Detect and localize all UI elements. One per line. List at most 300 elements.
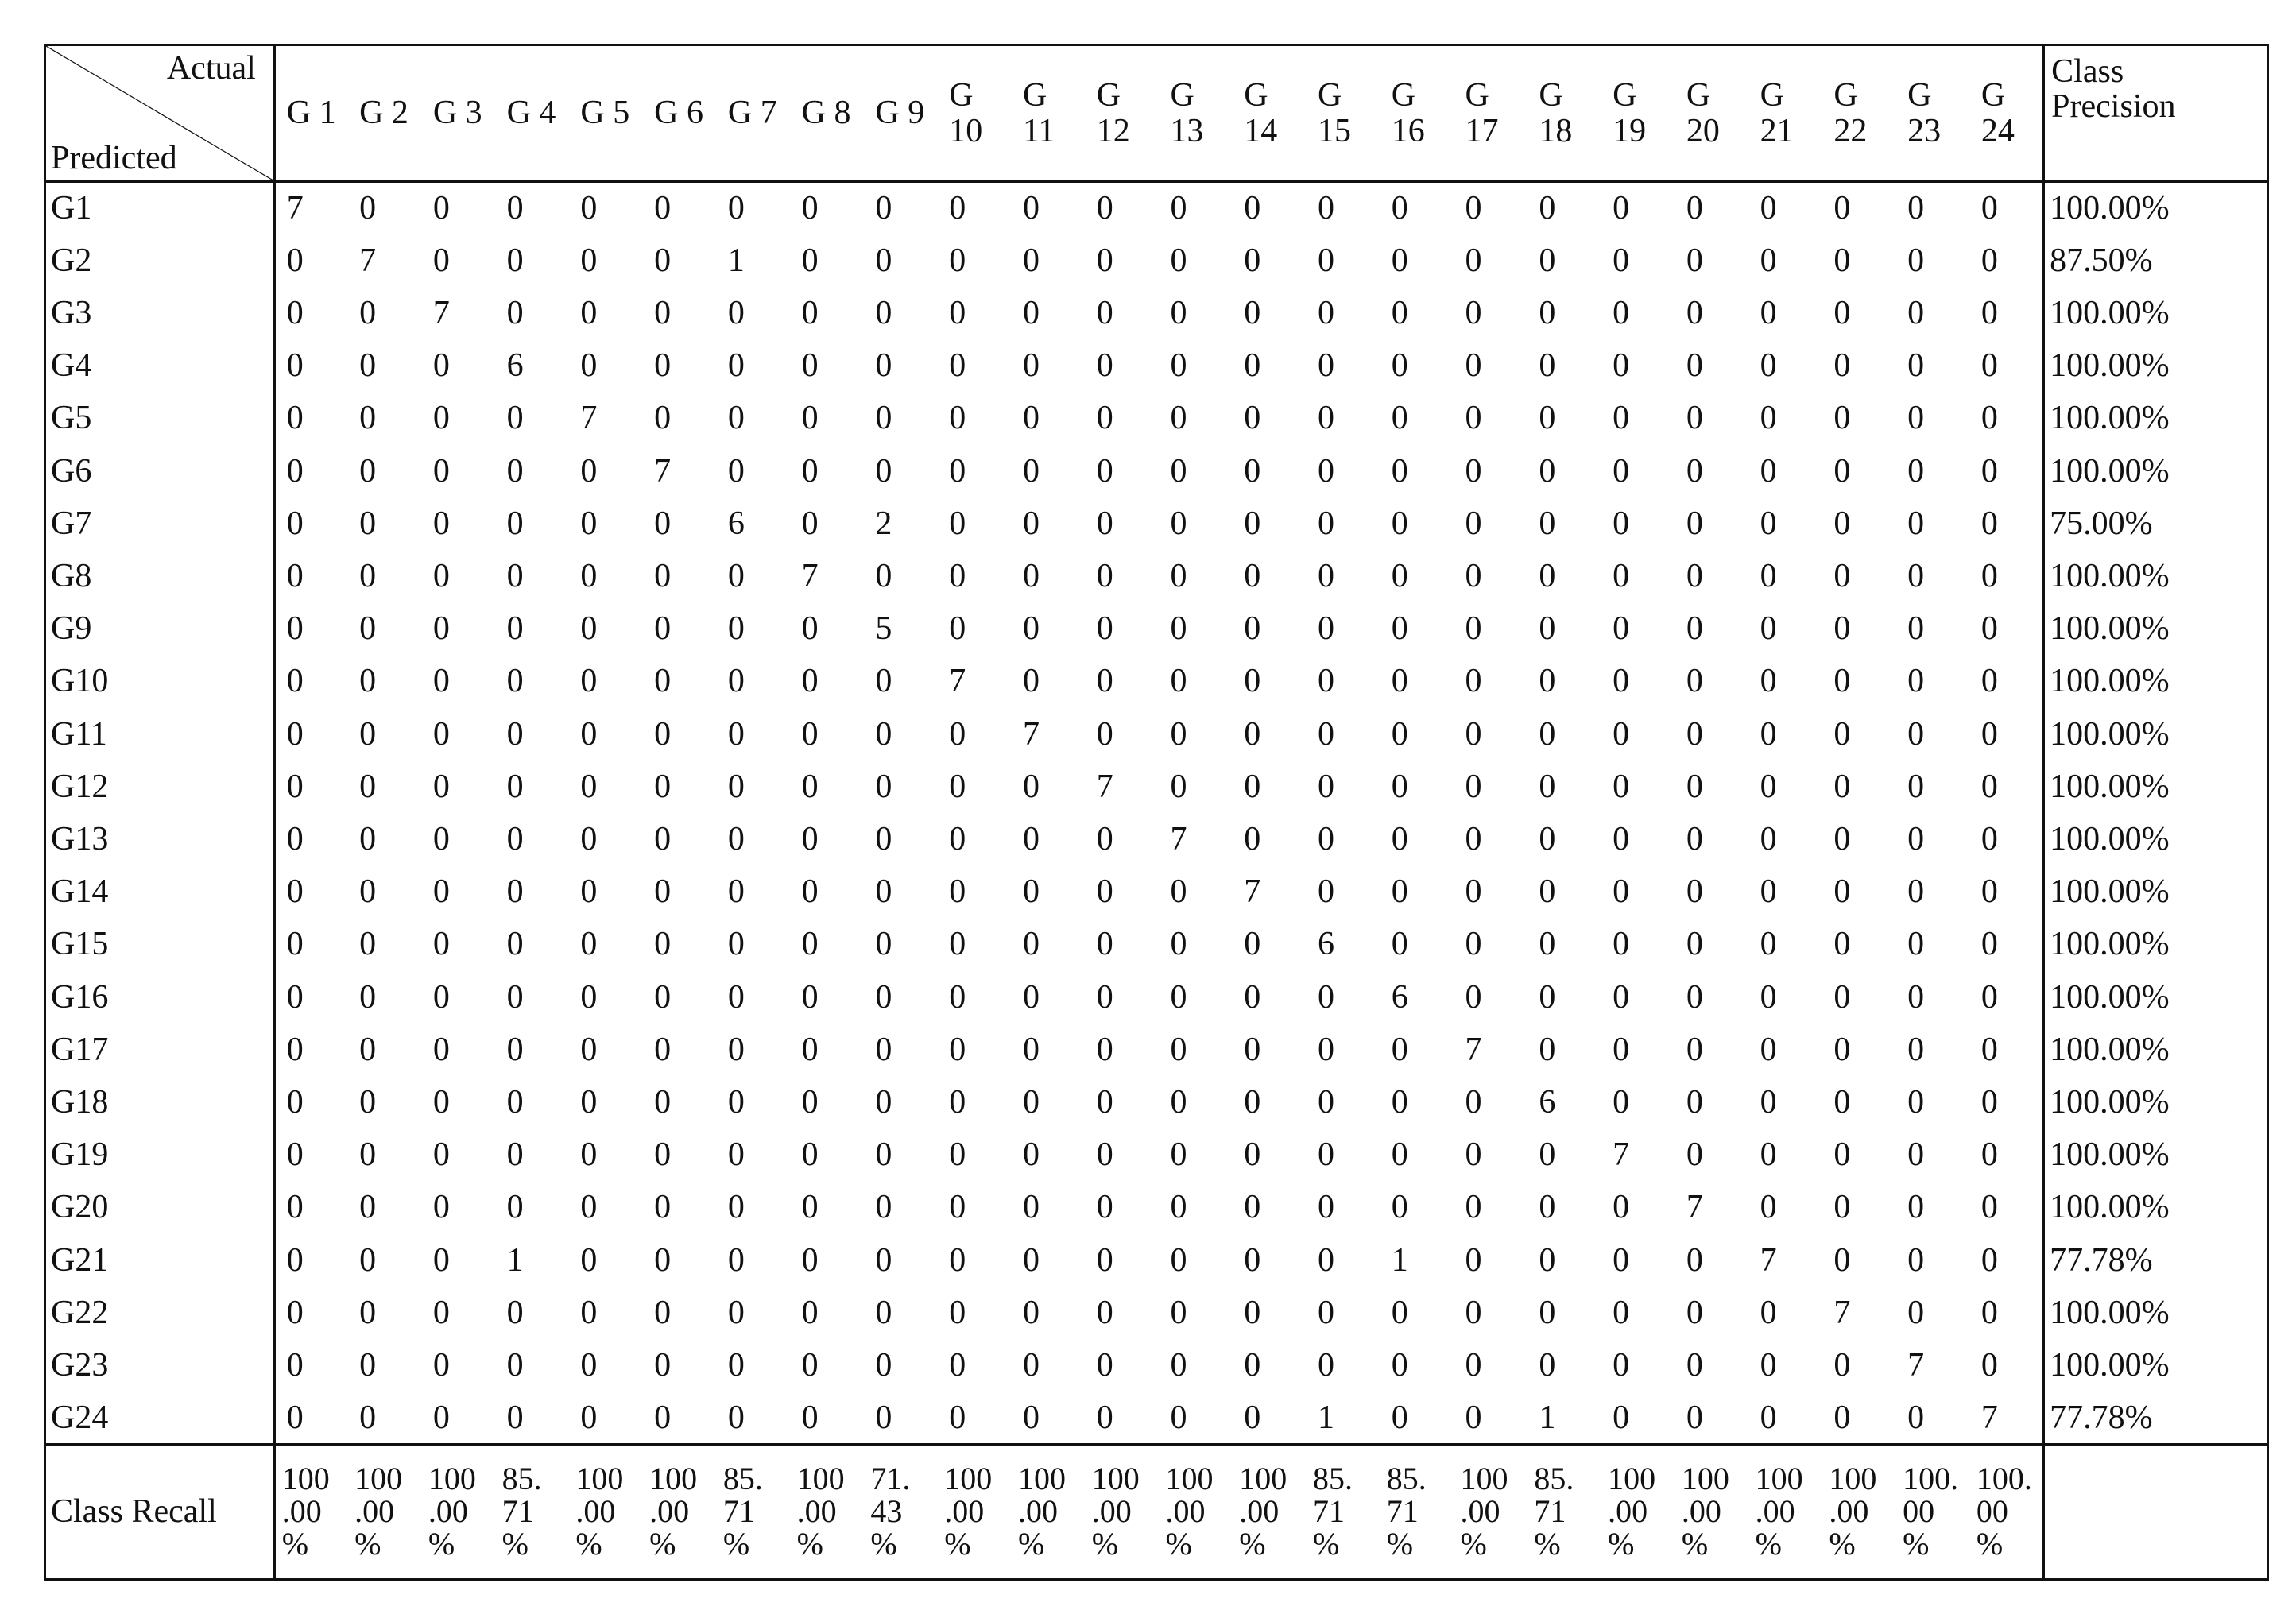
column-header-7 — [717, 45, 791, 182]
matrix-cell: 0 — [1833, 926, 1851, 963]
class-recall-text: 100 — [281, 1461, 330, 1497]
matrix-row-g5 — [45, 392, 2268, 444]
matrix-cell: 0 — [949, 1189, 966, 1226]
matrix-cell: 0 — [727, 1347, 745, 1384]
matrix-cell: 0 — [580, 926, 598, 963]
matrix-cell: 0 — [654, 820, 672, 857]
matrix-cell: 0 — [286, 978, 304, 1016]
column-header-text: 11 — [1022, 112, 1055, 149]
class-precision-value: 100.00% — [2044, 602, 2268, 655]
matrix-cell: 0 — [1465, 452, 1482, 490]
matrix-cell: 0 — [1391, 1136, 1408, 1174]
column-header-text: G — [1318, 77, 1342, 114]
matrix-cell: 0 — [432, 1294, 450, 1331]
matrix-cell: 0 — [1980, 1084, 1998, 1121]
matrix-row-g22 — [45, 1287, 2268, 1339]
matrix-cell: 0 — [1465, 557, 1482, 594]
column-header-text: 12 — [1096, 112, 1130, 149]
matrix-cell: 0 — [727, 926, 745, 963]
column-header-text: 24 — [1980, 112, 2015, 149]
column-header-text: 19 — [1613, 112, 1647, 149]
matrix-cell: 0 — [1244, 452, 1261, 490]
matrix-cell: 0 — [654, 190, 672, 227]
matrix-cell: 0 — [949, 873, 966, 911]
class-precision-value: 100.00% — [2044, 708, 2268, 761]
matrix-cell: 0 — [1244, 1189, 1261, 1226]
column-header-13 — [1159, 45, 1233, 182]
matrix-cell: 0 — [1022, 1084, 1040, 1121]
class-recall-text: % — [428, 1525, 455, 1562]
class-recall-value — [1527, 1445, 1601, 1580]
column-header-text: 14 — [1244, 112, 1278, 149]
matrix-cell: 0 — [1833, 663, 1851, 700]
class-precision-value: 77.78% — [2044, 1392, 2268, 1444]
matrix-cell: 0 — [1760, 1031, 1777, 1068]
class-recall-text: % — [796, 1525, 823, 1562]
matrix-cell: 0 — [1686, 294, 1703, 331]
matrix-cell: 0 — [506, 452, 524, 490]
matrix-cell: 0 — [1391, 1189, 1408, 1226]
matrix-cell: 0 — [1760, 715, 1777, 753]
matrix-cell: 0 — [506, 715, 524, 753]
row-label: G24 — [45, 1392, 275, 1444]
column-header-text: G — [1907, 77, 1932, 114]
matrix-cell: 0 — [1686, 347, 1703, 385]
column-header-text: 16 — [1391, 112, 1425, 149]
matrix-cell: 0 — [1022, 1241, 1040, 1279]
matrix-cell: 0 — [1465, 663, 1482, 700]
matrix-cell: 0 — [1980, 190, 1998, 227]
matrix-cell: 0 — [1539, 768, 1556, 805]
matrix-cell: 0 — [580, 715, 598, 753]
matrix-cell: 0 — [1980, 926, 1998, 963]
row-label: G7 — [45, 497, 275, 550]
matrix-row-g11 — [45, 708, 2268, 761]
matrix-cell: 0 — [1318, 242, 1335, 279]
matrix-cell: 0 — [875, 1294, 892, 1331]
matrix-cell: 0 — [949, 1399, 966, 1436]
matrix-cell: 0 — [1539, 873, 1556, 911]
class-recall-text: 71 — [1534, 1493, 1566, 1530]
column-header-text: G — [1539, 77, 1563, 114]
matrix-cell: 0 — [1465, 768, 1482, 805]
matrix-cell: 0 — [949, 400, 966, 437]
matrix-cell: 0 — [1022, 1294, 1040, 1331]
matrix-cell: 0 — [359, 347, 377, 385]
matrix-cell: 0 — [1391, 926, 1408, 963]
class-recall-text: % — [1903, 1525, 1930, 1562]
matrix-cell: 0 — [1022, 452, 1040, 490]
matrix-cell: 0 — [1833, 294, 1851, 331]
matrix-row-g19 — [45, 1128, 2268, 1181]
matrix-cell: 0 — [1391, 1347, 1408, 1384]
matrix-row-g16 — [45, 971, 2268, 1024]
matrix-cell: 0 — [1465, 190, 1482, 227]
matrix-cell: 0 — [1465, 820, 1482, 857]
class-precision-value: 100.00% — [2044, 445, 2268, 497]
matrix-cell: 7 — [1096, 768, 1113, 805]
matrix-cell: 0 — [727, 452, 745, 490]
matrix-cell: 0 — [432, 768, 450, 805]
matrix-cell: 0 — [1980, 1347, 1998, 1384]
matrix-cell: 0 — [1318, 1189, 1335, 1226]
class-precision-value: 100.00% — [2044, 655, 2268, 707]
matrix-cell: 0 — [1760, 768, 1777, 805]
matrix-cell: 0 — [1170, 610, 1187, 648]
matrix-cell: 0 — [654, 926, 672, 963]
matrix-cell: 0 — [1465, 978, 1482, 1016]
matrix-cell: 7 — [949, 663, 966, 700]
row-label: G4 — [45, 339, 275, 392]
matrix-cell: 0 — [1907, 926, 1925, 963]
matrix-cell: 0 — [1760, 400, 1777, 437]
matrix-cell: 0 — [1686, 1084, 1703, 1121]
matrix-cell: 0 — [801, 505, 819, 542]
matrix-cell: 0 — [654, 1294, 672, 1331]
matrix-cell: 0 — [875, 452, 892, 490]
matrix-cell: 0 — [1760, 452, 1777, 490]
matrix-cell: 0 — [875, 926, 892, 963]
matrix-cell: 0 — [286, 347, 304, 385]
matrix-cell: 0 — [1613, 1347, 1630, 1384]
matrix-cell: 0 — [1980, 347, 1998, 385]
class-recall-value — [1601, 1445, 1675, 1580]
matrix-cell: 0 — [580, 663, 598, 700]
column-header-20 — [1675, 45, 1749, 182]
matrix-cell: 0 — [1022, 820, 1040, 857]
matrix-cell: 0 — [1096, 978, 1113, 1016]
matrix-cell: 0 — [1096, 715, 1113, 753]
matrix-cell: 0 — [1686, 926, 1703, 963]
matrix-cell: 0 — [359, 663, 377, 700]
row-label: G18 — [45, 1076, 275, 1128]
matrix-cell: 0 — [1907, 1241, 1925, 1279]
matrix-cell: 0 — [1318, 820, 1335, 857]
matrix-row-g13 — [45, 813, 2268, 865]
matrix-cell: 0 — [1391, 400, 1408, 437]
matrix-cell: 0 — [1833, 400, 1851, 437]
matrix-cell: 0 — [1096, 1399, 1113, 1436]
matrix-cell: 0 — [1686, 557, 1703, 594]
class-recall-text: .00 — [1165, 1493, 1206, 1530]
matrix-cell: 0 — [432, 610, 450, 648]
matrix-cell: 0 — [1686, 820, 1703, 857]
matrix-cell: 7 — [1907, 1347, 1925, 1384]
matrix-cell: 0 — [1022, 400, 1040, 437]
matrix-cell: 0 — [1465, 1294, 1482, 1331]
matrix-cell: 1 — [727, 242, 745, 279]
matrix-cell: 0 — [1613, 873, 1630, 911]
matrix-cell: 0 — [286, 610, 304, 648]
matrix-cell: 0 — [1760, 1347, 1777, 1384]
matrix-cell: 1 — [506, 1241, 524, 1279]
matrix-cell: 0 — [1391, 242, 1408, 279]
matrix-row-g7 — [45, 497, 2268, 550]
matrix-cell: 0 — [1244, 400, 1261, 437]
matrix-cell: 0 — [949, 820, 966, 857]
matrix-cell: 0 — [1022, 1031, 1040, 1068]
matrix-cell: 0 — [432, 1399, 450, 1436]
matrix-cell: 0 — [875, 557, 892, 594]
column-header-text: 18 — [1539, 112, 1573, 149]
matrix-cell: 0 — [1096, 400, 1113, 437]
matrix-cell: 0 — [432, 1189, 450, 1226]
matrix-cell: 0 — [1833, 452, 1851, 490]
matrix-cell: 0 — [432, 557, 450, 594]
class-recall-text: 100 — [575, 1461, 624, 1497]
matrix-cell: 0 — [1096, 1189, 1113, 1226]
class-recall-value — [1086, 1445, 1160, 1580]
matrix-cell: 0 — [1980, 242, 1998, 279]
matrix-cell: 0 — [1318, 347, 1335, 385]
column-header-text: G — [1022, 77, 1047, 114]
matrix-cell: 0 — [1613, 505, 1630, 542]
column-header-text: 21 — [1760, 112, 1794, 149]
class-recall-value — [496, 1445, 570, 1580]
matrix-cell: 0 — [432, 1136, 450, 1174]
class-recall-text: 100 — [944, 1461, 993, 1497]
matrix-cell: 0 — [1465, 1347, 1482, 1384]
matrix-cell: 0 — [949, 978, 966, 1016]
matrix-row-g2 — [45, 234, 2268, 287]
matrix-cell: 0 — [1096, 1241, 1113, 1279]
matrix-cell: 0 — [1465, 873, 1482, 911]
class-recall-text: .00 — [1755, 1493, 1795, 1530]
matrix-cell: 0 — [359, 1136, 377, 1174]
matrix-cell: 0 — [1760, 1189, 1777, 1226]
matrix-cell: 0 — [1096, 1294, 1113, 1331]
matrix-cell: 0 — [359, 505, 377, 542]
matrix-cell: 0 — [1022, 1399, 1040, 1436]
matrix-cell: 0 — [1833, 768, 1851, 805]
matrix-cell: 0 — [1980, 1031, 1998, 1068]
matrix-cell: 0 — [875, 400, 892, 437]
matrix-cell: 0 — [1318, 557, 1335, 594]
class-recall-value — [1749, 1445, 1823, 1580]
matrix-cell: 0 — [580, 452, 598, 490]
class-recall-text: 85. — [1313, 1461, 1353, 1497]
matrix-cell: 0 — [432, 347, 450, 385]
matrix-cell: 0 — [1833, 505, 1851, 542]
matrix-cell: 0 — [1096, 557, 1113, 594]
class-recall-value — [569, 1445, 643, 1580]
matrix-cell: 0 — [1613, 1241, 1630, 1279]
matrix-cell: 0 — [506, 926, 524, 963]
matrix-cell: 0 — [727, 294, 745, 331]
matrix-cell: 0 — [1170, 1189, 1187, 1226]
matrix-cell: 0 — [359, 873, 377, 911]
matrix-cell: 0 — [1391, 1294, 1408, 1331]
column-header-text: 15 — [1318, 112, 1352, 149]
matrix-cell: 0 — [506, 1031, 524, 1068]
matrix-cell: 0 — [1760, 1084, 1777, 1121]
matrix-cell: 0 — [1096, 610, 1113, 648]
class-recall-value — [1159, 1445, 1233, 1580]
matrix-cell: 0 — [1170, 1399, 1187, 1436]
class-recall-value — [348, 1445, 422, 1580]
row-label: G23 — [45, 1339, 275, 1392]
class-recall-text: 85. — [501, 1461, 542, 1497]
matrix-cell: 0 — [580, 610, 598, 648]
matrix-cell: 0 — [286, 452, 304, 490]
matrix-cell: 0 — [654, 873, 672, 911]
class-precision-value: 100.00% — [2044, 182, 2268, 234]
matrix-cell: 0 — [1022, 873, 1040, 911]
matrix-cell: 0 — [1907, 400, 1925, 437]
matrix-cell: 0 — [359, 1031, 377, 1068]
matrix-cell: 0 — [1760, 978, 1777, 1016]
matrix-cell: 0 — [286, 926, 304, 963]
class-recall-text: 100 — [1829, 1461, 1877, 1497]
matrix-cell: 0 — [580, 190, 598, 227]
matrix-cell: 0 — [1391, 873, 1408, 911]
column-header-text: G — [1244, 77, 1268, 114]
matrix-cell: 0 — [1686, 452, 1703, 490]
matrix-cell: 0 — [1686, 1031, 1703, 1068]
class-recall-value — [1380, 1445, 1454, 1580]
matrix-cell: 0 — [286, 1241, 304, 1279]
class-recall-text: 71 — [1313, 1493, 1345, 1530]
matrix-cell: 0 — [1907, 242, 1925, 279]
matrix-cell: 0 — [359, 400, 377, 437]
matrix-cell: 0 — [1391, 557, 1408, 594]
matrix-cell: 0 — [1980, 1294, 1998, 1331]
matrix-cell: 0 — [949, 347, 966, 385]
matrix-cell: 0 — [1022, 505, 1040, 542]
matrix-cell: 0 — [801, 294, 819, 331]
row-label: G13 — [45, 813, 275, 865]
matrix-cell: 0 — [1613, 978, 1630, 1016]
matrix-cell: 0 — [286, 1399, 304, 1436]
matrix-cell: 0 — [286, 400, 304, 437]
class-recall-value — [1307, 1445, 1380, 1580]
matrix-cell: 0 — [580, 873, 598, 911]
row-label: G19 — [45, 1128, 275, 1181]
column-header-text: G — [949, 77, 974, 114]
matrix-cell: 0 — [1833, 557, 1851, 594]
class-recall-text: % — [1239, 1525, 1266, 1562]
matrix-cell: 0 — [801, 452, 819, 490]
column-header-text: G — [1391, 77, 1416, 114]
row-label: G6 — [45, 445, 275, 497]
matrix-cell: 0 — [1980, 820, 1998, 857]
class-recall-text: % — [1829, 1525, 1856, 1562]
class-recall-value — [717, 1445, 791, 1580]
matrix-cell: 0 — [432, 873, 450, 911]
class-recall-text: % — [281, 1525, 309, 1562]
matrix-cell: 7 — [432, 294, 450, 331]
matrix-cell: 0 — [432, 1084, 450, 1121]
matrix-cell: 0 — [1244, 190, 1261, 227]
matrix-cell: 5 — [875, 610, 892, 648]
matrix-cell: 0 — [359, 1084, 377, 1121]
class-recall-text: 100 — [354, 1461, 403, 1497]
matrix-cell: 0 — [1318, 1241, 1335, 1279]
column-header-text: G 4 — [506, 95, 556, 132]
matrix-cell: 0 — [1980, 1241, 1998, 1279]
class-recall-text: .00 — [1091, 1493, 1132, 1530]
matrix-cell: 0 — [1539, 1347, 1556, 1384]
matrix-cell: 0 — [1318, 1031, 1335, 1068]
matrix-cell: 0 — [875, 873, 892, 911]
matrix-cell: 0 — [1465, 1084, 1482, 1121]
matrix-row-g23 — [45, 1339, 2268, 1392]
matrix-cell: 7 — [1022, 715, 1040, 753]
column-header-text: G — [1980, 77, 2006, 114]
matrix-cell: 0 — [949, 1084, 966, 1121]
matrix-cell: 0 — [506, 190, 524, 227]
matrix-cell: 0 — [1833, 190, 1851, 227]
class-recall-value — [1012, 1445, 1086, 1580]
matrix-cell: 0 — [1613, 1294, 1630, 1331]
matrix-cell: 0 — [1760, 1294, 1777, 1331]
column-header-text: G — [1760, 77, 1784, 114]
matrix-cell: 0 — [1096, 1136, 1113, 1174]
class-recall-text: 00 — [1903, 1493, 1935, 1530]
matrix-cell: 0 — [1465, 294, 1482, 331]
matrix-cell: 0 — [1318, 505, 1335, 542]
column-header-10 — [938, 45, 1012, 182]
column-header-22 — [1822, 45, 1896, 182]
matrix-cell: 0 — [727, 715, 745, 753]
matrix-cell: 0 — [1907, 1136, 1925, 1174]
matrix-cell: 0 — [1907, 715, 1925, 753]
matrix-cell: 0 — [1760, 242, 1777, 279]
matrix-cell: 0 — [1022, 926, 1040, 963]
matrix-cell: 0 — [1170, 663, 1187, 700]
matrix-cell: 0 — [801, 190, 819, 227]
matrix-cell: 0 — [1539, 715, 1556, 753]
matrix-cell: 0 — [1539, 663, 1556, 700]
matrix-cell: 0 — [949, 926, 966, 963]
matrix-cell: 0 — [1244, 557, 1261, 594]
row-label: G5 — [45, 392, 275, 444]
matrix-cell: 0 — [1613, 242, 1630, 279]
matrix-cell: 0 — [1907, 820, 1925, 857]
matrix-cell: 7 — [1170, 820, 1187, 857]
class-recall-text: .00 — [1239, 1493, 1280, 1530]
matrix-cell: 0 — [801, 1189, 819, 1226]
row-label: G21 — [45, 1234, 275, 1287]
matrix-cell: 7 — [1760, 1241, 1777, 1279]
matrix-cell: 0 — [1465, 1136, 1482, 1174]
matrix-row-g15 — [45, 918, 2268, 970]
matrix-cell: 0 — [1318, 400, 1335, 437]
matrix-cell: 6 — [1539, 1084, 1556, 1121]
matrix-cell: 0 — [359, 294, 377, 331]
matrix-cell: 0 — [949, 1347, 966, 1384]
matrix-cell: 0 — [1613, 1399, 1630, 1436]
class-precision-value: 100.00% — [2044, 865, 2268, 918]
matrix-cell: 0 — [949, 294, 966, 331]
class-recall-text: % — [944, 1525, 971, 1562]
class-recall-text: .00 — [428, 1493, 468, 1530]
matrix-cell: 0 — [1907, 1294, 1925, 1331]
matrix-cell: 0 — [1096, 452, 1113, 490]
class-precision-value: 77.78% — [2044, 1234, 2268, 1287]
matrix-cell: 0 — [1686, 1294, 1703, 1331]
matrix-cell: 0 — [1686, 715, 1703, 753]
matrix-cell: 0 — [1096, 505, 1113, 542]
matrix-cell: 0 — [727, 820, 745, 857]
column-header-text: 10 — [949, 112, 983, 149]
matrix-cell: 0 — [1244, 347, 1261, 385]
matrix-cell: 0 — [1980, 294, 1998, 331]
class-recall-value — [864, 1445, 938, 1580]
matrix-cell: 0 — [506, 1399, 524, 1436]
matrix-cell: 0 — [286, 715, 304, 753]
matrix-cell: 0 — [359, 768, 377, 805]
